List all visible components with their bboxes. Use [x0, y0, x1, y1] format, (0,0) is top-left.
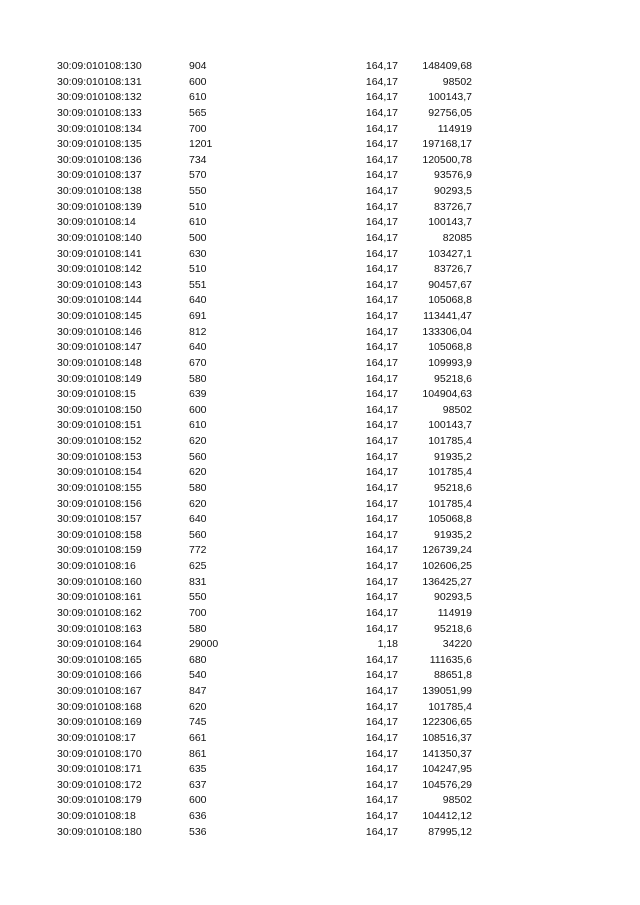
table-row [0, 215, 640, 231]
table-row [0, 168, 640, 184]
rate-cell: 164,17 [365, 169, 398, 182]
area-cell: 636 [189, 810, 207, 822]
cadastral-number-cell: 30:09:010108:152 [57, 435, 142, 447]
table-row [0, 106, 640, 122]
cadastral-number-cell: 30:09:010108:135 [57, 138, 142, 151]
rate-cell: 164,17 [365, 778, 398, 791]
rate-cell: 164,17 [365, 763, 398, 776]
value-cell: 103427,1 [428, 247, 472, 260]
area-cell: 700 [189, 122, 207, 135]
area-cell: 680 [189, 653, 207, 666]
value-cell: 122306,65 [422, 716, 472, 729]
area-cell: 510 [189, 200, 207, 213]
area-cell: 600 [189, 794, 207, 807]
area-cell: 565 [189, 106, 207, 119]
cadastral-number-cell: 30:09:010108:160 [57, 575, 142, 588]
table-row [0, 184, 640, 200]
cadastral-number-cell: 30:09:010108:149 [57, 372, 142, 385]
rate-cell: 164,17 [365, 247, 398, 260]
rate-cell: 164,17 [365, 513, 398, 526]
cadastral-number-cell: 30:09:010108:144 [57, 294, 142, 307]
rate-cell: 164,17 [365, 231, 398, 244]
rate-cell: 164,17 [365, 278, 398, 291]
value-cell: 83726,7 [434, 263, 472, 276]
cadastral-number-cell: 30:09:010108:151 [57, 419, 142, 432]
table-row [0, 512, 640, 528]
cadastral-number-cell: 30:09:010108:148 [57, 356, 142, 369]
cadastral-number-cell: 30:09:010108:141 [57, 247, 142, 260]
table-row [0, 247, 640, 263]
cadastral-number-cell: 30:09:010108:143 [57, 278, 142, 291]
value-cell: 93576,9 [434, 169, 472, 182]
table-row [0, 668, 640, 684]
rate-cell: 164,17 [365, 528, 398, 541]
value-cell: 104247,95 [422, 763, 472, 776]
table-row [0, 387, 640, 403]
rate-cell: 164,17 [365, 185, 398, 197]
table-row [0, 715, 640, 731]
cadastral-number-cell: 30:09:010108:164 [57, 638, 142, 651]
cadastral-number-cell: 30:09:010108:17 [57, 731, 136, 744]
rate-cell: 164,17 [365, 685, 398, 697]
rate-cell: 164,17 [365, 544, 398, 557]
rate-cell: 164,17 [365, 106, 398, 119]
table-row [0, 153, 640, 169]
value-cell: 100143,7 [428, 419, 472, 432]
area-cell: 610 [189, 216, 207, 229]
value-cell: 95218,6 [434, 481, 472, 494]
cadastral-number-cell: 30:09:010108:154 [57, 466, 142, 479]
area-cell: 620 [189, 700, 207, 713]
cadastral-number-cell: 30:09:010108:155 [57, 481, 142, 494]
area-cell: 510 [189, 263, 207, 276]
value-cell: 91935,2 [434, 528, 472, 541]
cadastral-number-cell: 30:09:010108:146 [57, 325, 142, 338]
value-cell: 109993,9 [428, 356, 472, 369]
value-cell: 101785,4 [428, 497, 472, 510]
value-cell: 197168,17 [422, 138, 472, 151]
rate-cell: 164,17 [365, 356, 398, 369]
cadastral-number-cell: 30:09:010108:136 [57, 153, 142, 166]
area-cell: 831 [189, 575, 207, 588]
table-row [0, 75, 640, 91]
cadastral-number-cell: 30:09:010108:162 [57, 606, 142, 619]
table-row [0, 497, 640, 513]
area-cell: 639 [189, 388, 207, 401]
rate-cell: 164,17 [365, 575, 398, 588]
rate-cell: 164,17 [365, 419, 398, 432]
table-row [0, 262, 640, 278]
cadastral-number-cell: 30:09:010108:172 [57, 778, 142, 791]
table-row [0, 309, 640, 325]
cadastral-number-cell: 30:09:010108:133 [57, 106, 142, 119]
table-row [0, 575, 640, 591]
cadastral-number-cell: 30:09:010108:166 [57, 669, 142, 682]
value-cell: 90457,67 [428, 278, 472, 291]
area-cell: 580 [189, 622, 207, 635]
table-row [0, 278, 640, 294]
area-cell: 625 [189, 560, 207, 572]
value-cell: 95218,6 [434, 622, 472, 635]
cadastral-number-cell: 30:09:010108:170 [57, 747, 142, 760]
table-row [0, 403, 640, 419]
table-row [0, 59, 640, 75]
value-cell: 92756,05 [428, 106, 472, 119]
area-cell: 570 [189, 169, 207, 182]
rate-cell: 164,17 [365, 403, 398, 416]
rate-cell: 164,17 [365, 325, 398, 338]
value-cell: 126739,24 [422, 544, 472, 557]
rate-cell: 164,17 [365, 60, 398, 72]
value-cell: 148409,68 [422, 60, 472, 72]
table-row [0, 543, 640, 559]
value-cell: 101785,4 [428, 700, 472, 713]
area-cell: 610 [189, 91, 207, 104]
rate-cell: 164,17 [365, 669, 398, 682]
value-cell: 114919 [437, 122, 472, 135]
area-cell: 500 [189, 231, 207, 244]
value-cell: 91935,2 [434, 450, 472, 463]
rate-cell: 164,17 [365, 216, 398, 229]
cadastral-number-cell: 30:09:010108:161 [57, 591, 142, 604]
value-cell: 113441,47 [423, 310, 472, 322]
value-cell: 104412,12 [422, 810, 472, 822]
rate-cell: 164,17 [365, 810, 398, 822]
table-row [0, 231, 640, 247]
table-row [0, 762, 640, 778]
data-table [0, 59, 640, 840]
table-row [0, 418, 640, 434]
value-cell: 101785,4 [428, 435, 472, 447]
table-row [0, 793, 640, 809]
area-cell: 29000 [189, 638, 219, 651]
cadastral-number-cell: 30:09:010108:134 [57, 122, 142, 135]
rate-cell: 164,17 [365, 435, 398, 447]
rate-cell: 164,17 [365, 91, 398, 104]
value-cell: 95218,6 [434, 372, 472, 385]
area-cell: 540 [189, 669, 207, 682]
value-cell: 87995,12 [428, 825, 472, 838]
cadastral-number-cell: 30:09:010108:165 [57, 653, 142, 666]
cadastral-number-cell: 30:09:010108:140 [57, 231, 142, 244]
rate-cell: 164,17 [365, 481, 398, 494]
table-row [0, 465, 640, 481]
value-cell: 139051,99 [422, 685, 472, 697]
value-cell: 88651,8 [434, 669, 472, 682]
area-cell: 640 [189, 513, 207, 526]
table-row [0, 622, 640, 638]
rate-cell: 164,17 [365, 310, 398, 322]
area-cell: 600 [189, 403, 207, 416]
cadastral-number-cell: 30:09:010108:14 [57, 216, 136, 229]
value-cell: 102606,25 [422, 560, 472, 572]
area-cell: 772 [189, 544, 207, 557]
cadastral-number-cell: 30:09:010108:169 [57, 716, 142, 729]
rate-cell: 164,17 [365, 200, 398, 213]
area-cell: 620 [189, 497, 207, 510]
value-cell: 101785,4 [428, 466, 472, 479]
cadastral-number-cell: 30:09:010108:132 [57, 91, 142, 104]
area-cell: 734 [189, 153, 207, 166]
table-row [0, 122, 640, 138]
table-row [0, 809, 640, 825]
rate-cell: 164,17 [365, 75, 398, 88]
area-cell: 620 [189, 435, 207, 447]
table-row [0, 825, 640, 841]
rate-cell: 164,17 [365, 622, 398, 635]
area-cell: 670 [189, 356, 207, 369]
area-cell: 691 [189, 310, 207, 322]
area-cell: 560 [189, 450, 207, 463]
table-row [0, 528, 640, 544]
cadastral-number-cell: 30:09:010108:138 [57, 185, 142, 197]
value-cell: 104904,63 [422, 388, 472, 401]
area-cell: 904 [189, 60, 207, 72]
area-cell: 661 [189, 731, 207, 744]
table-row [0, 325, 640, 341]
value-cell: 100143,7 [428, 216, 472, 229]
cadastral-number-cell: 30:09:010108:142 [57, 263, 142, 276]
cadastral-number-cell: 30:09:010108:16 [57, 560, 136, 572]
value-cell: 105068,8 [428, 341, 472, 354]
value-cell: 100143,7 [428, 91, 472, 104]
value-cell: 34220 [442, 638, 472, 651]
table-row [0, 653, 640, 669]
area-cell: 560 [189, 528, 207, 541]
value-cell: 98502 [442, 794, 472, 807]
area-cell: 812 [189, 325, 207, 338]
table-row [0, 481, 640, 497]
rate-cell: 164,17 [365, 497, 398, 510]
area-cell: 536 [189, 825, 207, 838]
cadastral-number-cell: 30:09:010108:145 [57, 310, 142, 322]
table-row [0, 684, 640, 700]
table-row [0, 450, 640, 466]
area-cell: 847 [189, 685, 207, 697]
table-row [0, 137, 640, 153]
area-cell: 700 [189, 606, 207, 619]
rate-cell: 164,17 [365, 122, 398, 135]
area-cell: 550 [189, 591, 207, 604]
value-cell: 108516,37 [422, 731, 472, 744]
value-cell: 90293,5 [434, 185, 472, 197]
area-cell: 640 [189, 341, 207, 354]
area-cell: 745 [189, 716, 207, 729]
value-cell: 83726,7 [434, 200, 472, 213]
cadastral-number-cell: 30:09:010108:131 [57, 75, 142, 88]
area-cell: 637 [189, 778, 207, 791]
rate-cell: 164,17 [365, 716, 398, 729]
cadastral-number-cell: 30:09:010108:130 [57, 60, 142, 72]
table-row [0, 700, 640, 716]
table-row [0, 372, 640, 388]
table-row [0, 747, 640, 763]
cadastral-number-cell: 30:09:010108:157 [57, 513, 142, 526]
value-cell: 105068,8 [428, 513, 472, 526]
area-cell: 610 [189, 419, 207, 432]
table-row [0, 731, 640, 747]
cadastral-number-cell: 30:09:010108:153 [57, 450, 142, 463]
value-cell: 114919 [437, 606, 472, 619]
rate-cell: 164,17 [365, 794, 398, 807]
rate-cell: 164,17 [365, 466, 398, 479]
area-cell: 635 [189, 763, 207, 776]
rate-cell: 164,17 [365, 153, 398, 166]
cadastral-number-cell: 30:09:010108:179 [57, 794, 142, 807]
table-row [0, 590, 640, 606]
area-cell: 551 [189, 278, 207, 291]
cadastral-number-cell: 30:09:010108:137 [57, 169, 142, 182]
table-row [0, 778, 640, 794]
cadastral-number-cell: 30:09:010108:15 [57, 388, 136, 401]
value-cell: 104576,29 [422, 778, 472, 791]
cadastral-number-cell: 30:09:010108:171 [57, 763, 142, 776]
rate-cell: 164,17 [365, 825, 398, 838]
rate-cell: 164,17 [365, 341, 398, 354]
area-cell: 630 [189, 247, 207, 260]
cadastral-number-cell: 30:09:010108:156 [57, 497, 142, 510]
rate-cell: 164,17 [365, 747, 398, 760]
table-row [0, 637, 640, 653]
value-cell: 105068,8 [428, 294, 472, 307]
rate-cell: 164,17 [365, 560, 398, 572]
table-row [0, 434, 640, 450]
area-cell: 1201 [189, 138, 213, 151]
table-row [0, 340, 640, 356]
table-row [0, 559, 640, 575]
rate-cell: 164,17 [365, 450, 398, 463]
rate-cell: 164,17 [365, 606, 398, 619]
value-cell: 111635,6 [429, 653, 472, 666]
cadastral-number-cell: 30:09:010108:163 [57, 622, 142, 635]
cadastral-number-cell: 30:09:010108:139 [57, 200, 142, 213]
rate-cell: 164,17 [365, 138, 398, 151]
cadastral-number-cell: 30:09:010108:180 [57, 825, 142, 838]
area-cell: 550 [189, 185, 207, 197]
rate-cell: 164,17 [365, 294, 398, 307]
cadastral-number-cell: 30:09:010108:147 [57, 341, 142, 354]
area-cell: 861 [189, 747, 207, 760]
value-cell: 90293,5 [434, 591, 472, 604]
table-row [0, 293, 640, 309]
rate-cell: 164,17 [365, 731, 398, 744]
value-cell: 98502 [442, 75, 472, 88]
area-cell: 640 [189, 294, 207, 307]
value-cell: 120500,78 [422, 153, 472, 166]
cadastral-number-cell: 30:09:010108:159 [57, 544, 142, 557]
cadastral-number-cell: 30:09:010108:150 [57, 403, 142, 416]
value-cell: 98502 [442, 403, 472, 416]
area-cell: 580 [189, 481, 207, 494]
value-cell: 82085 [442, 231, 472, 244]
rate-cell: 164,17 [365, 388, 398, 401]
value-cell: 141350,37 [422, 747, 472, 760]
cadastral-number-cell: 30:09:010108:18 [57, 810, 136, 822]
rate-cell: 164,17 [365, 591, 398, 604]
cadastral-number-cell: 30:09:010108:167 [57, 685, 142, 697]
area-cell: 580 [189, 372, 207, 385]
table-row [0, 200, 640, 216]
value-cell: 136425,27 [422, 575, 472, 588]
table-row [0, 606, 640, 622]
table-row [0, 90, 640, 106]
area-cell: 620 [189, 466, 207, 479]
area-cell: 600 [189, 75, 207, 88]
cadastral-number-cell: 30:09:010108:158 [57, 528, 142, 541]
rate-cell: 1,18 [377, 638, 398, 651]
value-cell: 133306,04 [422, 325, 472, 338]
rate-cell: 164,17 [365, 653, 398, 666]
cadastral-number-cell: 30:09:010108:168 [57, 700, 142, 713]
rate-cell: 164,17 [365, 263, 398, 276]
rate-cell: 164,17 [365, 372, 398, 385]
table-row [0, 356, 640, 372]
rate-cell: 164,17 [365, 700, 398, 713]
